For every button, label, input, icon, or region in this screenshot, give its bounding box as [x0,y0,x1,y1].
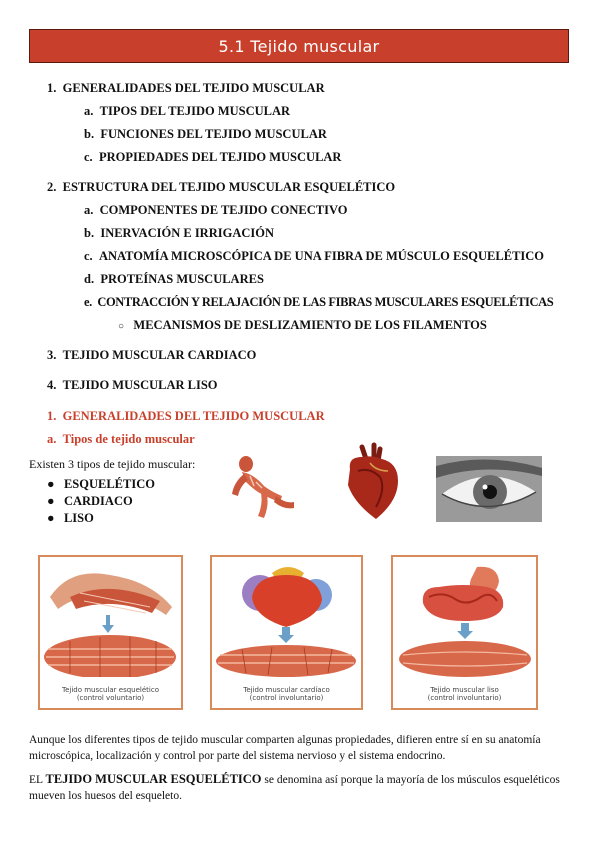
outline-item-4: 4. TEJIDO MUSCULAR LISO [47,378,218,392]
heart-image [340,441,404,523]
paragraph-properties: Aunque los diferentes tipos de tejido muscular comparten algunas propiedades, difieren entre sí en su anatomía microscópica, localización y control por parte del sistema nervioso y el sistema endocrino. [29,734,541,762]
outline-item-3: 3. TEJIDO MUSCULAR CARDIACO [47,348,257,362]
panel-caption: Tejido muscular cardíaco (control involuntario) [243,686,330,702]
intro-text: Existen 3 tipos de tejido muscular: [29,457,196,471]
outline-item-2c: c. ANATOMÍA MICROSCÓPICA DE UNA FIBRA DE MÚSCULO ESQUELÉTICO [84,249,545,263]
outline-item-2: 2. ESTRUCTURA DEL TEJIDO MUSCULAR ESQUELÉTICO [47,180,396,194]
skeletal-muscle-image [40,557,181,677]
outline-item-1a: a. TIPOS DEL TEJIDO MUSCULAR [84,104,291,118]
type-list-item: ● ESQUELÉTICO [47,477,155,491]
outline-item-1: 1. GENERALIDADES DEL TEJIDO MUSCULAR [47,81,325,95]
page-title: 5.1 Tejido muscular [218,36,380,56]
outline-item-2d: d. PROTEÍNAS MUSCULARES [84,272,264,286]
type-list-item: ● CARDIACO [47,494,133,508]
smooth-muscle-image [393,557,536,677]
section-heading: 1. GENERALIDADES DEL TEJIDO MUSCULAR [47,409,325,423]
type-list-item: ● LISO [47,511,94,525]
outline-item-1b: b. FUNCIONES DEL TEJIDO MUSCULAR [84,127,327,141]
subsection-heading: a. Tipos de tejido muscular [47,432,195,446]
outline-item-2b: b. INERVACIÓN E IRRIGACIÓN [84,226,274,240]
outline-item-2e: e. CONTRACCIÓN Y RELAJACIÓN DE LAS FIBRAS MUSCULARES ESQUELÉTICAS [84,295,554,309]
cardiac-muscle-image [212,557,361,677]
smooth-tissue-panel [391,555,538,710]
panel-caption: Tejido muscular liso (control involuntario) [427,686,502,702]
outline-item-1c: c. PROPIEDADES DEL TEJIDO MUSCULAR [84,150,342,164]
cardiac-tissue-panel [210,555,363,710]
title-banner [29,29,569,63]
eye-image [436,456,542,522]
skeletal-tissue-panel [38,555,183,710]
paragraph-skeletal: EL TEJIDO MUSCULAR ESQUELÉTICO se denomina así porque la mayoría de los músculos esqueléticos mueven los huesos del esqueleto. [29,772,560,802]
outline-item-2a: a. COMPONENTES DE TEJIDO CONECTIVO [84,203,348,217]
outline-item-2e-sub: ○ MECANISMOS DE DESLIZAMIENTO DE LOS FILAMENTOS [118,318,487,332]
panel-caption: Tejido muscular esquelético (control voluntario) [62,686,159,702]
running-figure-muscle-image [224,452,300,524]
